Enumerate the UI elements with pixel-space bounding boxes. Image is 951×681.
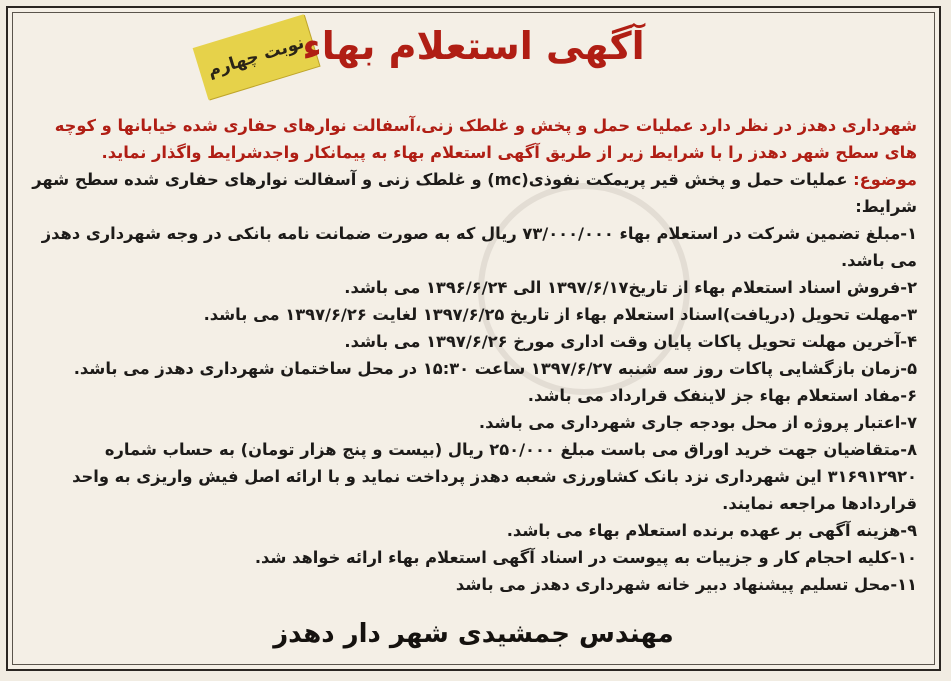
intro-paragraph: شهرداری دهدز در نظر دارد عملیات حمل و پخش و غلطک زنی،آسفالت نوارهای حفاری شده خیابانها و کوچه های سطح شهر دهدز را با شرایط زیر از طریق آگهی استعلام بهاء به پیمانکار واجدشرایط واگذار نماید.: [54, 116, 917, 162]
stamp-label: نوبت چهارم: [205, 32, 307, 82]
subject-label: موضوع:: [853, 170, 917, 189]
condition-1: ۱-مبلغ تضمین شرکت در استعلام بهاء ۷۳/۰۰۰/۰۰۰ ریال که به صورت ضمانت نامه بانکی در وجه شهرداری دهدز می باشد.: [41, 224, 917, 270]
condition-11: ۱۱-محل تسلیم پیشنهاد دبیر خانه شهرداری دهدز می باشد: [455, 575, 917, 594]
notice-title: آگهی استعلام بهاء: [302, 24, 645, 68]
notice-body: [30, 112, 917, 598]
condition-7: ۷-اعتبار پروژه از محل بودجه جاری شهرداری می باشد.: [478, 413, 917, 432]
condition-8: ۸-متقاضیان جهت خرید اوراق می باست مبلغ ۲۵۰/۰۰۰ ریال (بیست و پنج هزار تومان) به حساب شماره ۳۱۶۹۱۲۹۲۰ این شهرداری نزد بانک کشاورزی شعبه دهدز پرداخت نماید و با ارائه اصل فیش واریزی به واحد قراردادها مراجعه نمایند.: [72, 440, 917, 513]
condition-5: ۵-زمان بازگشایی پاکات روز سه شنبه ۱۳۹۷/۶/۲۷ ساعت ۱۵:۳۰ در محل ساختمان شهرداری دهدز می باشد.: [73, 359, 917, 378]
subject-line: [30, 166, 917, 193]
condition-2: ۲-فروش اسناد استعلام بهاء از تاریخ۱۳۹۷/۶/۱۷ الی ۱۳۹۶/۶/۲۴ می باشد.: [344, 278, 917, 297]
subject-text: عملیات حمل و پخش قیر پریمکت نفوذی(mc) و غلطک زنی و آسفالت نوارهای حفاری شده سطح شهر: [32, 170, 848, 189]
condition-9: ۹-هزینه آگهی بر عهده برنده استعلام بهاء می باشد.: [506, 521, 917, 540]
condition-3: ۳-مهلت تحویل (دریافت)اسناد استعلام بهاء از تاریخ ۱۳۹۷/۶/۲۵ لغایت ۱۳۹۷/۶/۲۶ می باشد.: [203, 305, 917, 324]
notice-frame: [6, 6, 941, 671]
condition-4: ۴-آخرین مهلت تحویل پاکات پایان وقت اداری مورخ ۱۳۹۷/۶/۲۶ می باشد.: [344, 332, 917, 351]
conditions-label: شرایط:: [855, 197, 917, 216]
signature: مهندس جمشیدی شهر دار دهدز: [273, 619, 674, 649]
condition-6: ۶-مفاد استعلام بهاء جز لاینفک قرارداد می باشد.: [527, 386, 917, 405]
condition-10: ۱۰-کلیه احجام کار و جزییات به پیوست در اسناد آگهی استعلام بهاء ارائه خواهد شد.: [254, 548, 917, 567]
